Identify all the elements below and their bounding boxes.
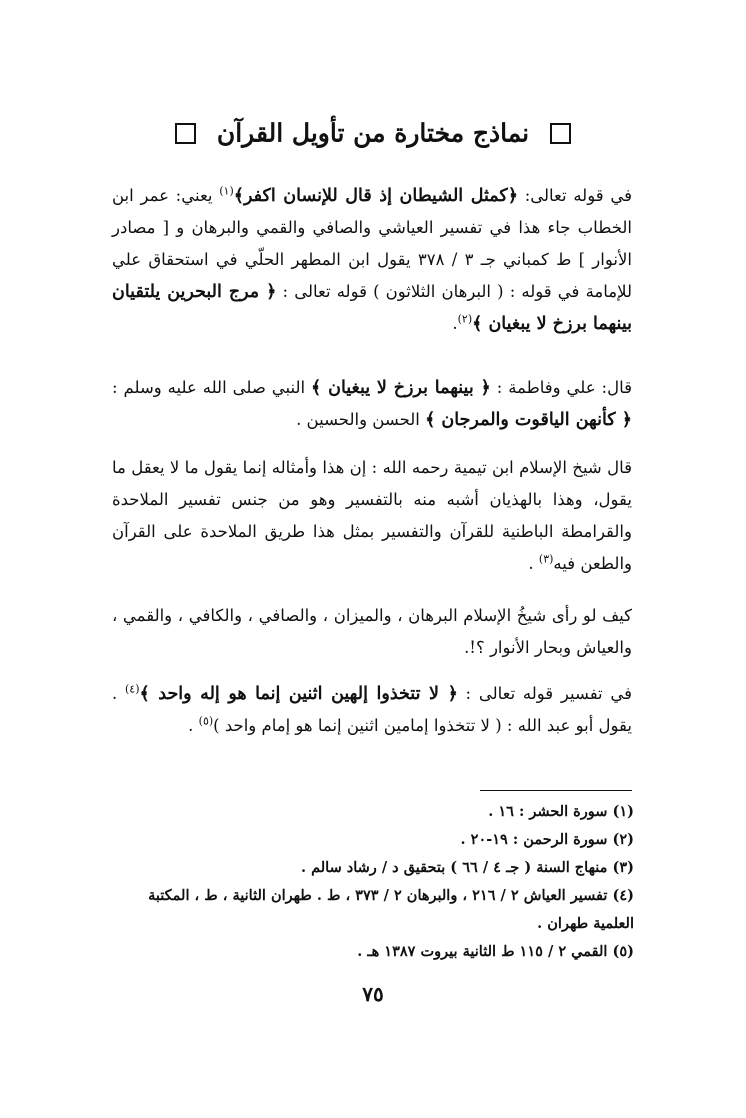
text: .: [188, 716, 199, 735]
footnote-item: (٥) القمي ٢ / ١١٥ ط الثانية بيروت ١٣٨٧ هـ .: [357, 943, 634, 960]
quran-verse: ﴿ بينهما برزخ لا يبغيان ﴾: [311, 378, 491, 398]
footnote-ref: (٢): [457, 312, 473, 326]
text: .: [528, 554, 539, 573]
text: في تفسير قوله تعالى :: [457, 684, 632, 703]
footnote-ref: (٤): [124, 682, 140, 696]
quran-verse: ﴿ كأنهن الياقوت والمرجان ﴾: [425, 410, 632, 430]
footnote-divider: [480, 790, 632, 791]
paragraph-2: [112, 372, 632, 436]
footnote-item: (٤) تفسير العياش ٢ / ٢١٦ ، والبرهان ٢ / ٣٧٣ ، ط . طهران الثانية ، ط ، المكتبة العلمية طهران .: [148, 887, 634, 932]
text: يعني: عمر ابن الخطاب جاء هذا في تفسير العياشي والصافي والقمي والبرهان و [ مصادر الأنوار ] ط كمباني جـ ٣ / ٣٧٨ يقول ابن المطهر الحلّي في استحقاق علي للإمامة في قوله : ( البرهان الثلاثون ) قوله تعالى :: [112, 186, 632, 301]
text: قال: علي وفاطمة :: [490, 378, 633, 397]
paragraph-4: [112, 600, 632, 664]
quran-verse: ﴿ مرج البحرين يلتقيان بينهما برزخ لا يبغيان ﴾: [112, 282, 632, 334]
text: الحسن والحسين .: [296, 410, 426, 429]
paragraph-3: [112, 452, 632, 580]
quran-verse: ﴿كمثل الشيطان إذ قال للإنسان اكفر﴾: [233, 186, 518, 206]
text: .: [452, 314, 458, 333]
text: كيف لو رأى شيخُ الإسلام البرهان ، والميزان ، والصافي ، والكافي ، والقمي ، والعياش وبحار الأنوار ؟!.: [112, 606, 632, 657]
footnote-item: (١) سورة الحشر : ١٦ .: [488, 803, 634, 820]
footnote-ref: (٥): [198, 714, 214, 728]
text: النبي صلى الله عليه وسلم :: [112, 378, 312, 397]
title-text: نماذج مختارة من تأويل القرآن: [216, 118, 530, 148]
square-ornament-icon: [175, 123, 196, 144]
footnote-item: (٢) سورة الرحمن : ١٩-٢٠ .: [460, 831, 634, 848]
footnote-ref: (١): [219, 184, 234, 198]
footnote-item: (٣) منهاج السنة ( جـ ٤ / ٦٦ ) بتحقيق د / رشاد سالم .: [300, 859, 634, 876]
text: . يقول أبو عبد الله : ( لا تتخذوا إمامين اثنين إنما هو إمام واحد ): [112, 684, 632, 735]
footnotes: [112, 798, 634, 966]
paragraph-1: [112, 180, 632, 340]
page-title: [0, 112, 746, 154]
text: قال شيخ الإسلام ابن تيمية رحمه الله : إن هذا وأمثاله إنما يقول ما لا يعقل ما يقول، وهذا بالهذيان أشبه منه بالتفسير وهو من جنس تفسير الملاحدة والقرامطة الباطنية للقرآن والتفسير بمثل هذا طريق الملاحدة على القرآن والطعن فيه: [112, 458, 632, 573]
text: في قوله تعالى:: [517, 186, 632, 205]
quran-verse: ﴿ لا تتخذوا إلهين اثنين إنما هو إله واحد ﴾: [139, 684, 458, 704]
square-ornament-icon: [550, 123, 571, 144]
paragraph-5: [112, 678, 632, 742]
page-number: ٧٥: [362, 982, 384, 1006]
footnote-ref: (٣): [538, 552, 554, 566]
